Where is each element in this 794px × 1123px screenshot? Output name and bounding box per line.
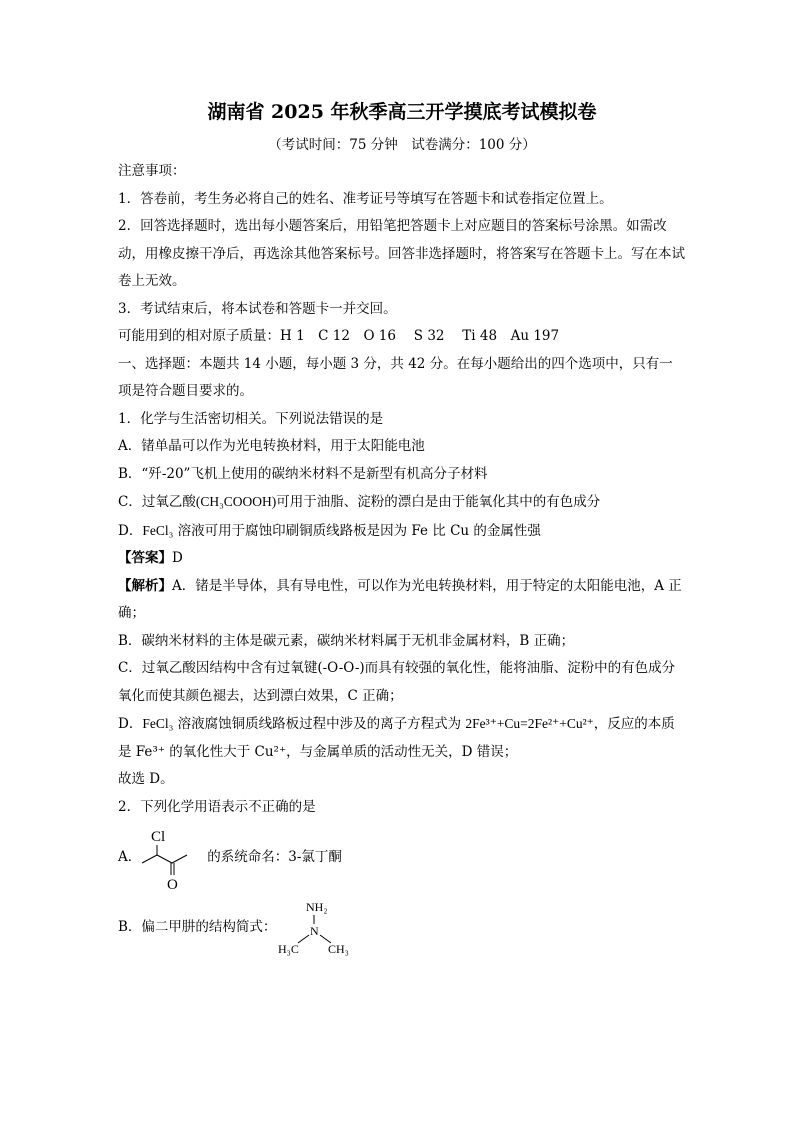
analysis-d-text: ，反应的本质是 Fe³⁺ 的氧化性大于 Cu²⁺，与金属单质的活动性无关，D 错误； [118, 716, 675, 760]
structure-group-ch3-right: CH₃ [328, 942, 350, 956]
option-b-label: B．偏二甲肼的结构简式： [118, 919, 277, 936]
notice-heading: 注意事项： [118, 163, 186, 179]
option-a-label: A． [118, 849, 142, 866]
chlorobutanone-structure [141, 825, 207, 891]
structure-atom-n: N [310, 924, 320, 938]
analysis-a-text: A．锗是半导体，具有导电性，可以作为光电转换材料，用于特定的太阳能电池，A 正确； [118, 577, 682, 621]
analysis-d-prefix: D． [118, 716, 143, 732]
answer-line [118, 545, 686, 573]
option-d-prefix: D． [118, 522, 143, 539]
question-2-stem: 2．下列化学用语表示不正确的是 [118, 798, 316, 815]
analysis-a [118, 573, 686, 628]
question-2-option-a [118, 825, 686, 891]
answer-value: D [172, 550, 183, 566]
exam-info: （考试时间：75 分钟 试卷满分：100 分） [268, 137, 536, 153]
conclusion: 故选 D。 [118, 771, 174, 787]
option-d-text: 溶液可用于腐蚀印刷铜质线路板是因为 Fe 比 Cu 的金属性强 [173, 522, 541, 539]
analysis-d [118, 710, 686, 766]
analysis-label: 【解析】 [118, 577, 172, 594]
notice-item-1: 1．答卷前，考生务必将自己的姓名、准考证号等填写在答题卡和试卷指定位置上。 [118, 190, 613, 207]
option-a-text: 的系统命名：3-氯丁酮 [207, 849, 342, 866]
answer-label: 【答案】 [118, 550, 172, 566]
question-2-option-b [118, 897, 686, 959]
notice-item-2: 2．回答选择题时，选出每小题答案后，用铅笔把答题卡上对应题目的答案标号涂黑。如需改动，用橡皮擦干净后，再选涂其他答案标号。回答非选择题时，将答案写在答题卡上。写在本试卷上无效。 [118, 218, 685, 289]
peracetic-acid-formula: (CH₃COOOH) [195, 494, 277, 509]
structure-group-nh2: NH₂ [306, 900, 328, 914]
structure-atom-cl: Cl [151, 829, 166, 845]
bond-n-ch3-left [298, 935, 309, 943]
analysis-c: C．过氧乙酸因结构中含有过氧键(-O-O-)而具有较强的氧化性，能将油脂、淀粉中的有色成分氧化而使其颜色褪去，达到漂白效果，C 正确； [118, 660, 676, 704]
analysis-b: B．碳纳米材料的主体是碳元素，碳纳米材料属于无机非金属材料，B 正确； [118, 632, 575, 649]
dimethylhydrazine-structure [276, 897, 356, 959]
atomic-masses: 可能用到的相对原子质量：H 1 C 12 O 16 S 32 Ti 48 Au 197 [118, 328, 560, 344]
analysis-d-formula: FeCl₃ [142, 716, 174, 731]
page-title: 湖南省 2025 年秋季高三开学摸底考试模拟卷 [207, 101, 597, 123]
carbon-chain [142, 855, 187, 863]
question-1-option-a: A．锗单晶可以作为光电转换材料，用于太阳能电池 [118, 438, 425, 454]
question-1-option-c [118, 488, 686, 517]
structure-atom-o: O [167, 877, 179, 891]
ionic-equation: 2Fe³⁺+Cu=2Fe²⁺+Cu²⁺ [465, 716, 594, 731]
section-heading: 一、选择题：本题共 14 小题，每小题 3 分，共 42 分。在每小题给出的四个选项中，只有一项是符合题目要求的。 [118, 355, 673, 399]
question-1-option-d [118, 517, 686, 546]
notice-item-3: 3．考试结束后，将本试卷和答题卡一并交回。 [118, 300, 397, 317]
option-c-prefix: C．过氧乙酸 [118, 494, 196, 510]
question-1-stem: 1．化学与生活密切相关。下列说法错误的是 [118, 410, 384, 427]
analysis-d-mid: 溶液腐蚀铜质线路板过程中涉及的离子方程式为 [173, 716, 466, 732]
structure-group-ch3-left: H₃C [278, 942, 300, 956]
question-1-option-b: B．“歼-20”飞机上使用的碳纳米材料不是新型有机高分子材料 [118, 465, 488, 482]
option-c-text: 可用于油脂、淀粉的漂白是由于能氧化其中的有色成分 [276, 494, 601, 510]
ferric-chloride-formula: FeCl₃ [142, 522, 174, 538]
